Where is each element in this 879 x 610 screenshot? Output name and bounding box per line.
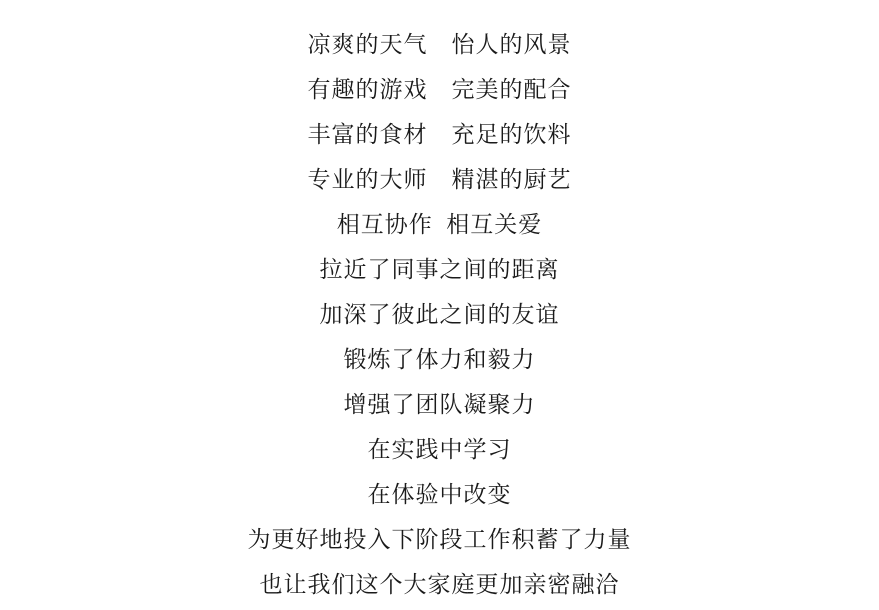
text-line: 有趣的游戏 完美的配合 (307, 77, 572, 102)
text-line: 加深了彼此之间的友谊 (319, 302, 560, 327)
text-line: 丰富的食材 充足的饮料 (307, 122, 572, 147)
text-line: 凉爽的天气 怡人的风景 (307, 32, 572, 57)
text-line: 在实践中学习 (367, 437, 512, 462)
text-line: 专业的大师 精湛的厨艺 (307, 167, 572, 192)
text-line: 为更好地投入下阶段工作积蓄了力量 (247, 527, 632, 552)
text-line: 锻炼了体力和毅力 (343, 347, 536, 372)
text-line: 增强了团队凝聚力 (343, 392, 536, 417)
text-line: 拉近了同事之间的距离 (319, 257, 560, 282)
text-line: 在体验中改变 (367, 482, 512, 507)
text-line: 也让我们这个大家庭更加亲密融洽 (259, 572, 620, 597)
text-line: 相互协作 相互关爱 (336, 212, 543, 237)
